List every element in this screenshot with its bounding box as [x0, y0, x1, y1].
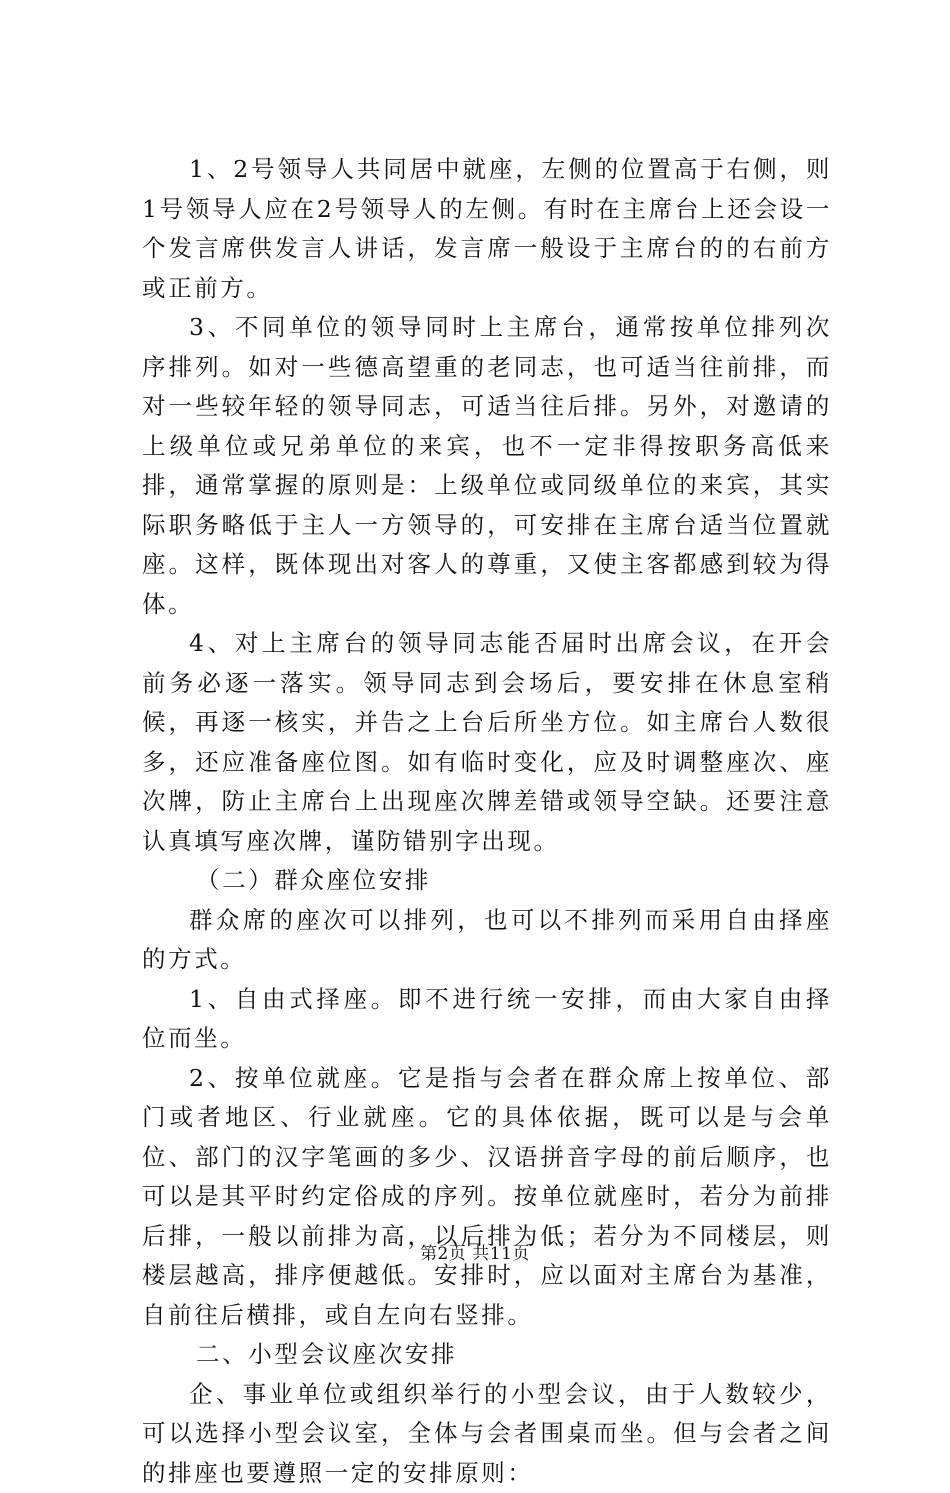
paragraph-leader-seating-4: 4、对上主席台的领导同志能否届时出席会议，在开会前务必逐一落实。领导同志到会场后，要安排在休息室稍候，再逐一核实，并告之上台后所坐方位。如主席台人数很多，还应准备座位图。如有临时变化，应及时调整座次、座次牌，防止主席台上出现座次牌差错或领导空缺。还要注意认真填写座次牌，谨防错别字出现。 — [142, 624, 832, 861]
page-number-footer: 第2页 共11页 — [0, 1243, 950, 1265]
paragraph-free-seating: 1、自由式择座。即不进行统一安排，而由大家自由择位而坐。 — [142, 980, 832, 1059]
paragraph-leader-seating-1: 1、2号领导人共同居中就座，左侧的位置高于右侧，则1号领导人应在2号领导人的左侧。有时在主席台上还会设一个发言席供发言人讲话，发言席一般设于主席台的的右前方或正前方。 — [142, 150, 832, 308]
paragraph-audience-intro: 群众席的座次可以排列，也可以不排列而采用自由择座的方式。 — [142, 901, 832, 980]
document-body — [142, 150, 832, 1493]
paragraph-unit-seating: 2、按单位就座。它是指与会者在群众席上按单位、部门或者地区、行业就座。它的具体依据，既可以是与会单位、部门的汉字笔画的多少、汉语拼音字母的前后顺序，也可以是其平时约定俗成的序列。按单位就座时，若分为前排后排，一般以前排为高，以后排为低；若分为不同楼层，则楼层越高，排序便越低。安排时，应以面对主席台为基准，自前往后横排，或自左向右竖排。 — [142, 1059, 832, 1336]
paragraph-small-meeting-intro: 企、事业单位或组织举行的小型会议，由于人数较少，可以选择小型会议室，全体与会者围桌而坐。但与会者之间的排座也要遵照一定的安排原则： — [142, 1375, 832, 1493]
paragraph-leader-seating-3: 3、不同单位的领导同时上主席台，通常按单位排列次序排列。如对一些德高望重的老同志，也可适当往前排，而对一些较年轻的领导同志，可适当往后排。另外，对邀请的上级单位或兄弟单位的来宾，也不一定非得按职务高低来排，通常掌握的原则是：上级单位或同级单位的来宾，其实际职务略低于主人一方领导的，可安排在主席台适当位置就座。这样，既体现出对客人的尊重，又使主客都感到较为得体。 — [142, 308, 832, 624]
section-heading-small-meeting: 二、小型会议座次安排 — [142, 1335, 832, 1375]
section-heading-audience-seating: （二）群众座位安排 — [142, 861, 832, 901]
